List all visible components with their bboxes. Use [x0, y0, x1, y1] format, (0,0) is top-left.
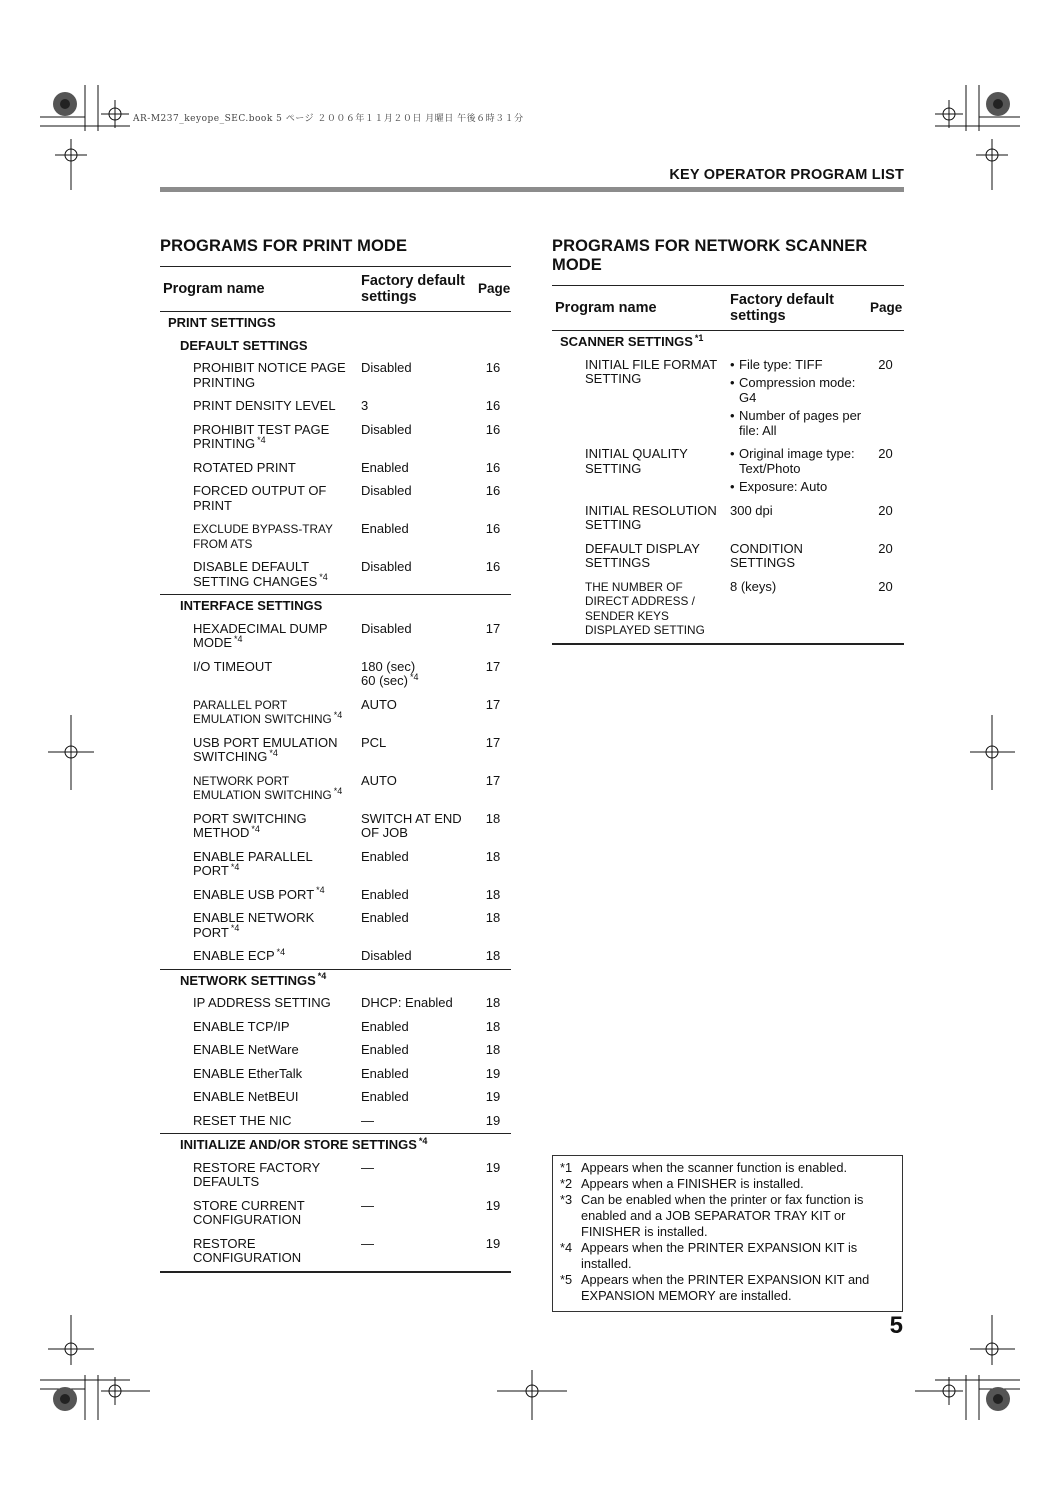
program-name-cell — [552, 354, 727, 444]
factory-default-cell — [727, 354, 867, 444]
cell-text: NETWORK SETTINGS — [180, 972, 316, 988]
factory-default-cell — [358, 1016, 475, 1040]
page-cell: 19 — [485, 1065, 501, 1081]
cell-text: Disabled — [361, 483, 412, 498]
cell-text: 180 (sec) 60 (sec) — [361, 658, 416, 688]
table-row — [160, 1039, 511, 1063]
footnote-text: Appears when a FINISHER is installed. — [581, 1176, 804, 1191]
footnote — [560, 1160, 896, 1176]
program-name-cell — [160, 1063, 358, 1087]
group-row — [160, 969, 511, 992]
page-cell: 17 — [485, 734, 501, 750]
program-name-cell — [160, 480, 358, 518]
col-program-name: Program name — [160, 267, 358, 312]
default-bullet-list — [730, 358, 864, 439]
scanner-mode-header-row — [552, 286, 904, 331]
col-page: Page — [867, 286, 904, 331]
factory-default-cell — [727, 538, 867, 576]
footnote-ref: *1 — [694, 332, 704, 343]
program-name-cell — [160, 732, 358, 770]
page-cell: 20 — [878, 356, 893, 372]
page-cell: 20 — [878, 502, 893, 518]
cell-text: — — [361, 1235, 374, 1251]
factory-default-cell — [358, 992, 475, 1016]
table-row — [160, 419, 511, 457]
program-name-cell — [160, 992, 358, 1016]
cell-text: Disabled — [361, 559, 412, 574]
program-name-cell — [160, 1086, 358, 1110]
factory-default-cell — [358, 1233, 475, 1272]
table-row — [160, 656, 511, 694]
program-name-cell — [552, 538, 727, 576]
table-row — [160, 1233, 511, 1272]
cell-text: 300 dpi — [730, 502, 773, 518]
footnote-mark: *2 — [560, 1176, 573, 1191]
footnote-text: Appears when the PRINTER EXPANSION KIT and EXPANSION MEMORY are installed. — [581, 1272, 870, 1303]
group-title — [160, 1134, 511, 1157]
cell-text: USB PORT EMULATION SWITCHING — [193, 734, 338, 764]
header-rule — [160, 187, 904, 192]
cell-text: Disabled — [361, 620, 412, 636]
cell-text: Disabled — [361, 948, 412, 963]
page-cell: 19 — [485, 1235, 501, 1251]
footnote-ref: *4 — [276, 946, 286, 957]
page-cell: 19 — [485, 1197, 501, 1213]
table-row — [160, 694, 511, 732]
factory-default-cell — [358, 1195, 475, 1233]
footnote-ref: *4 — [251, 823, 260, 834]
table-row — [552, 500, 904, 538]
cell-text: ENABLE NetWare — [193, 1042, 299, 1057]
page-cell: 18 — [485, 810, 501, 826]
page-cell: 17 — [485, 772, 501, 788]
default-bullet-item: • Compression mode: G4 — [730, 376, 864, 405]
page-cell: 16 — [485, 559, 501, 574]
program-name-cell — [160, 457, 358, 481]
table-row — [160, 1195, 511, 1233]
program-name-cell — [160, 770, 358, 808]
cell-text: SWITCH AT END OF JOB — [361, 810, 462, 840]
footnote-text: Can be enabled when the printer or fax function is enabled and a JOB SEPARATOR TRAY KIT or FINISHER is installed. — [581, 1192, 864, 1239]
cell-text: DHCP: Enabled — [361, 995, 453, 1010]
cell-text: AUTO — [361, 772, 397, 788]
cell-text: Disabled — [361, 360, 412, 375]
footnote-ref: *4 — [257, 434, 266, 445]
page-cell: 19 — [485, 1089, 501, 1104]
table-row — [160, 357, 511, 395]
col-program-name: Program name — [552, 286, 727, 331]
cell-text: Enabled — [361, 886, 409, 902]
footnotes-box — [552, 1155, 903, 1312]
page-cell: 17 — [485, 658, 501, 674]
factory-default-cell — [358, 656, 475, 694]
group-title — [160, 335, 511, 358]
footnote-text: Appears when the PRINTER EXPANSION KIT is installed. — [581, 1240, 858, 1271]
cell-text: EXCLUDE BYPASS-TRAY FROM ATS — [193, 522, 333, 551]
program-name-cell — [160, 884, 358, 908]
cell-text: Enabled — [361, 521, 409, 536]
table-row — [160, 808, 511, 846]
table-row — [160, 480, 511, 518]
cell-text: — — [361, 1159, 374, 1175]
group-row — [552, 331, 904, 354]
footnote-ref: *4 — [319, 572, 328, 583]
program-name-cell — [552, 443, 727, 500]
factory-default-cell — [727, 443, 867, 500]
cell-text: INITIALIZE AND/OR STORE SETTINGS — [180, 1137, 417, 1152]
cell-text: INITIAL QUALITY SETTING — [585, 446, 688, 476]
cell-text: RESTORE CONFIGURATION — [193, 1235, 302, 1265]
cell-text: INITIAL RESOLUTION SETTING — [585, 502, 717, 532]
print-meta-line: AR-M237_keyope_SEC.book 5 ページ ２００６年１１月２０日 月曜日 午後６時３１分 — [133, 114, 524, 124]
cell-text: PCL — [361, 734, 387, 750]
footnote-ref: *4 — [316, 885, 325, 896]
cell-text: DEFAULT DISPLAY SETTINGS — [585, 540, 700, 570]
page-cell: 19 — [485, 1112, 501, 1128]
cell-text: Enabled — [361, 1018, 409, 1034]
table-row — [160, 556, 511, 595]
table-row — [160, 884, 511, 908]
footnote — [560, 1176, 896, 1192]
program-name-cell — [160, 1233, 358, 1272]
factory-default-cell — [358, 1157, 475, 1195]
col-page: Page — [475, 267, 511, 312]
cell-text: ROTATED PRINT — [193, 459, 296, 475]
factory-default-cell — [358, 1063, 475, 1087]
page-cell: 17 — [485, 620, 501, 636]
page-cell: 20 — [878, 540, 893, 556]
program-name-cell — [160, 556, 358, 595]
table-row — [160, 1016, 511, 1040]
cell-text: Enabled — [361, 459, 409, 475]
default-bullet-item: • Original image type: Text/Photo — [730, 447, 864, 476]
page-cell: 18 — [485, 848, 501, 864]
cell-text: I/O TIMEOUT — [193, 658, 273, 674]
factory-default-cell — [358, 357, 475, 395]
cell-text: THE NUMBER OF DIRECT ADDRESS / SENDER KEYS DISPLAYED SETTING — [585, 579, 705, 637]
cell-text: RESET THE NIC — [193, 1112, 292, 1128]
print-mode-body — [160, 312, 511, 1272]
program-name-cell — [160, 656, 358, 694]
cell-text: INITIAL FILE FORMAT SETTING — [585, 356, 717, 386]
col-factory-default: Factory default settings — [727, 286, 867, 331]
program-name-cell — [160, 1039, 358, 1063]
program-name-cell — [160, 945, 358, 969]
cell-text: PRINT SETTINGS — [168, 315, 276, 330]
footnote — [560, 1192, 896, 1240]
table-row — [160, 1063, 511, 1087]
default-bullet-item: • Exposure: Auto — [730, 480, 864, 495]
print-mode-section — [160, 237, 511, 1273]
group-title — [160, 969, 511, 992]
default-bullet-item: • File type: TIFF — [730, 358, 864, 373]
page-cell: 18 — [485, 1042, 501, 1057]
group-row — [160, 335, 511, 358]
col-factory-default: Factory default settings — [358, 267, 475, 312]
cell-text: SCANNER SETTINGS — [560, 334, 693, 349]
factory-default-cell — [358, 457, 475, 481]
page-cell: 20 — [878, 578, 893, 594]
page-cell: 16 — [485, 521, 501, 536]
print-mode-header-row — [160, 267, 511, 312]
program-name-cell — [552, 576, 727, 644]
footnote-mark: *3 — [560, 1192, 573, 1207]
page-cell: 16 — [485, 421, 501, 437]
program-name-cell — [160, 518, 358, 556]
program-name-cell — [160, 846, 358, 884]
footnote-ref: *4 — [418, 1135, 428, 1146]
cell-text: ENABLE TCP/IP — [193, 1018, 290, 1034]
cell-text: CONDITION SETTINGS — [730, 540, 803, 570]
factory-default-cell — [358, 884, 475, 908]
cell-text: — — [361, 1197, 374, 1213]
cell-text: AUTO — [361, 696, 397, 712]
table-row — [160, 1086, 511, 1110]
footnote-mark: *4 — [560, 1240, 573, 1255]
factory-default-cell — [358, 556, 475, 595]
cell-text: IP ADDRESS SETTING — [193, 995, 331, 1010]
factory-default-cell — [358, 1086, 475, 1110]
cell-text: RESTORE FACTORY DEFAULTS — [193, 1159, 320, 1189]
footnote — [560, 1272, 896, 1304]
footnote-ref: *4 — [234, 633, 243, 644]
factory-default-cell — [358, 395, 475, 419]
footnote-mark: *5 — [560, 1272, 573, 1287]
page-cell: 18 — [485, 995, 501, 1010]
factory-default-cell — [727, 576, 867, 644]
table-row — [552, 576, 904, 644]
factory-default-cell — [358, 480, 475, 518]
header-title: KEY OPERATOR PROGRAM LIST — [669, 167, 904, 183]
table-row — [160, 992, 511, 1016]
scanner-mode-body — [552, 331, 904, 644]
program-name-cell — [160, 1016, 358, 1040]
default-bullet-item: • Number of pages per file: All — [730, 409, 864, 438]
page-cell: 19 — [485, 1159, 501, 1175]
program-name-cell — [160, 808, 358, 846]
cell-text: DISABLE DEFAULT SETTING CHANGES — [193, 559, 318, 589]
cell-text: HEXADECIMAL DUMP MODE — [193, 620, 328, 650]
factory-default-cell — [358, 907, 475, 945]
factory-default-cell — [358, 618, 475, 656]
footnote — [560, 1240, 896, 1272]
footnote-ref: *4 — [317, 971, 327, 982]
factory-default-cell — [358, 770, 475, 808]
table-row — [160, 1157, 511, 1195]
page-cell: 16 — [485, 398, 501, 413]
cell-text: PRINT DENSITY LEVEL — [193, 398, 336, 413]
cell-text: Enabled — [361, 910, 409, 925]
page-cell: 18 — [485, 886, 501, 902]
factory-default-cell — [358, 518, 475, 556]
factory-default-cell — [358, 1110, 475, 1134]
group-row — [160, 1134, 511, 1157]
factory-default-cell — [358, 808, 475, 846]
page-cell: 18 — [485, 910, 501, 925]
footnote-ref: *4 — [269, 747, 278, 758]
table-row — [160, 770, 511, 808]
table-row — [160, 846, 511, 884]
page-cell: 17 — [485, 696, 501, 712]
factory-default-cell — [358, 846, 475, 884]
program-name-cell — [160, 395, 358, 419]
print-mode-table — [160, 266, 511, 1273]
factory-default-cell — [358, 945, 475, 969]
cell-text: PROHIBIT NOTICE PAGE PRINTING — [193, 360, 346, 390]
program-name-cell — [160, 1110, 358, 1134]
table-row — [160, 618, 511, 656]
cell-text: PARALLEL PORT EMULATION SWITCHING — [193, 697, 332, 726]
cell-text: ENABLE PARALLEL PORT — [193, 848, 313, 878]
footnote-ref: *4 — [230, 923, 240, 934]
cell-text: ENABLE ECP — [193, 948, 275, 963]
factory-default-cell — [358, 419, 475, 457]
program-name-cell — [552, 500, 727, 538]
table-row — [552, 443, 904, 500]
page-cell: 18 — [485, 1018, 501, 1034]
group-row — [160, 595, 511, 618]
cell-text: PORT SWITCHING METHOD — [193, 810, 307, 840]
cell-text: ENABLE NetBEUI — [193, 1089, 299, 1104]
print-mode-title: PROGRAMS FOR PRINT MODE — [160, 237, 408, 255]
program-name-cell — [160, 907, 358, 945]
footnote-mark: *1 — [560, 1160, 573, 1175]
factory-default-cell — [358, 1039, 475, 1063]
factory-default-cell — [358, 732, 475, 770]
scanner-mode-section — [552, 237, 904, 645]
cell-text: STORE CURRENT CONFIGURATION — [193, 1197, 305, 1227]
program-name-cell — [160, 419, 358, 457]
factory-default-cell — [727, 500, 867, 538]
footnote-ref: *4 — [230, 861, 240, 872]
page-cell: 16 — [485, 360, 501, 375]
scanner-mode-title: PROGRAMS FOR NETWORK SCANNER MODE — [552, 237, 868, 274]
program-name-cell — [160, 1157, 358, 1195]
cell-text: — — [361, 1112, 374, 1128]
cell-text: INTERFACE SETTINGS — [180, 598, 323, 613]
table-row — [160, 732, 511, 770]
scanner-mode-table — [552, 285, 904, 645]
group-title — [160, 595, 511, 618]
cell-text: NETWORK PORT EMULATION SWITCHING — [193, 773, 332, 802]
page-number: 5 — [889, 1312, 903, 1339]
footnote-text: Appears when the scanner function is enabled. — [581, 1160, 848, 1175]
cell-text: ENABLE EtherTalk — [193, 1065, 303, 1081]
footnote-ref: *4 — [333, 709, 343, 720]
table-row — [160, 518, 511, 556]
cell-text: Enabled — [361, 1065, 409, 1081]
page-cell: 16 — [485, 459, 501, 475]
cell-text: 3 — [361, 398, 369, 413]
table-row — [160, 907, 511, 945]
cell-text: Enabled — [361, 848, 409, 864]
program-name-cell — [160, 694, 358, 732]
program-name-cell — [160, 357, 358, 395]
cell-text: Enabled — [361, 1089, 409, 1104]
table-row — [160, 457, 511, 481]
program-name-cell — [160, 618, 358, 656]
cell-text: ENABLE USB PORT — [193, 886, 315, 902]
table-row — [160, 395, 511, 419]
group-title — [160, 312, 511, 335]
cell-text: Enabled — [361, 1042, 409, 1057]
cell-text: ENABLE NETWORK PORT — [193, 910, 315, 940]
table-row — [552, 354, 904, 444]
page-cell: 20 — [878, 446, 893, 461]
footnote-ref: *4 — [409, 671, 419, 682]
program-name-cell — [160, 1195, 358, 1233]
group-row — [160, 312, 511, 335]
default-bullet-list — [730, 447, 864, 495]
cell-text: DEFAULT SETTINGS — [180, 337, 308, 353]
table-row — [160, 945, 511, 969]
page-cell: 16 — [485, 483, 501, 498]
cell-text: PROHIBIT TEST PAGE PRINTING — [193, 421, 330, 451]
factory-default-cell — [358, 694, 475, 732]
table-row — [160, 1110, 511, 1134]
footnote-ref: *4 — [333, 785, 343, 796]
cell-text: FORCED OUTPUT OF PRINT — [193, 483, 327, 513]
cell-text: Disabled — [361, 421, 412, 437]
table-row — [552, 538, 904, 576]
cell-text: 8 (keys) — [730, 578, 777, 594]
page-cell: 18 — [485, 948, 501, 963]
group-title — [552, 331, 904, 354]
